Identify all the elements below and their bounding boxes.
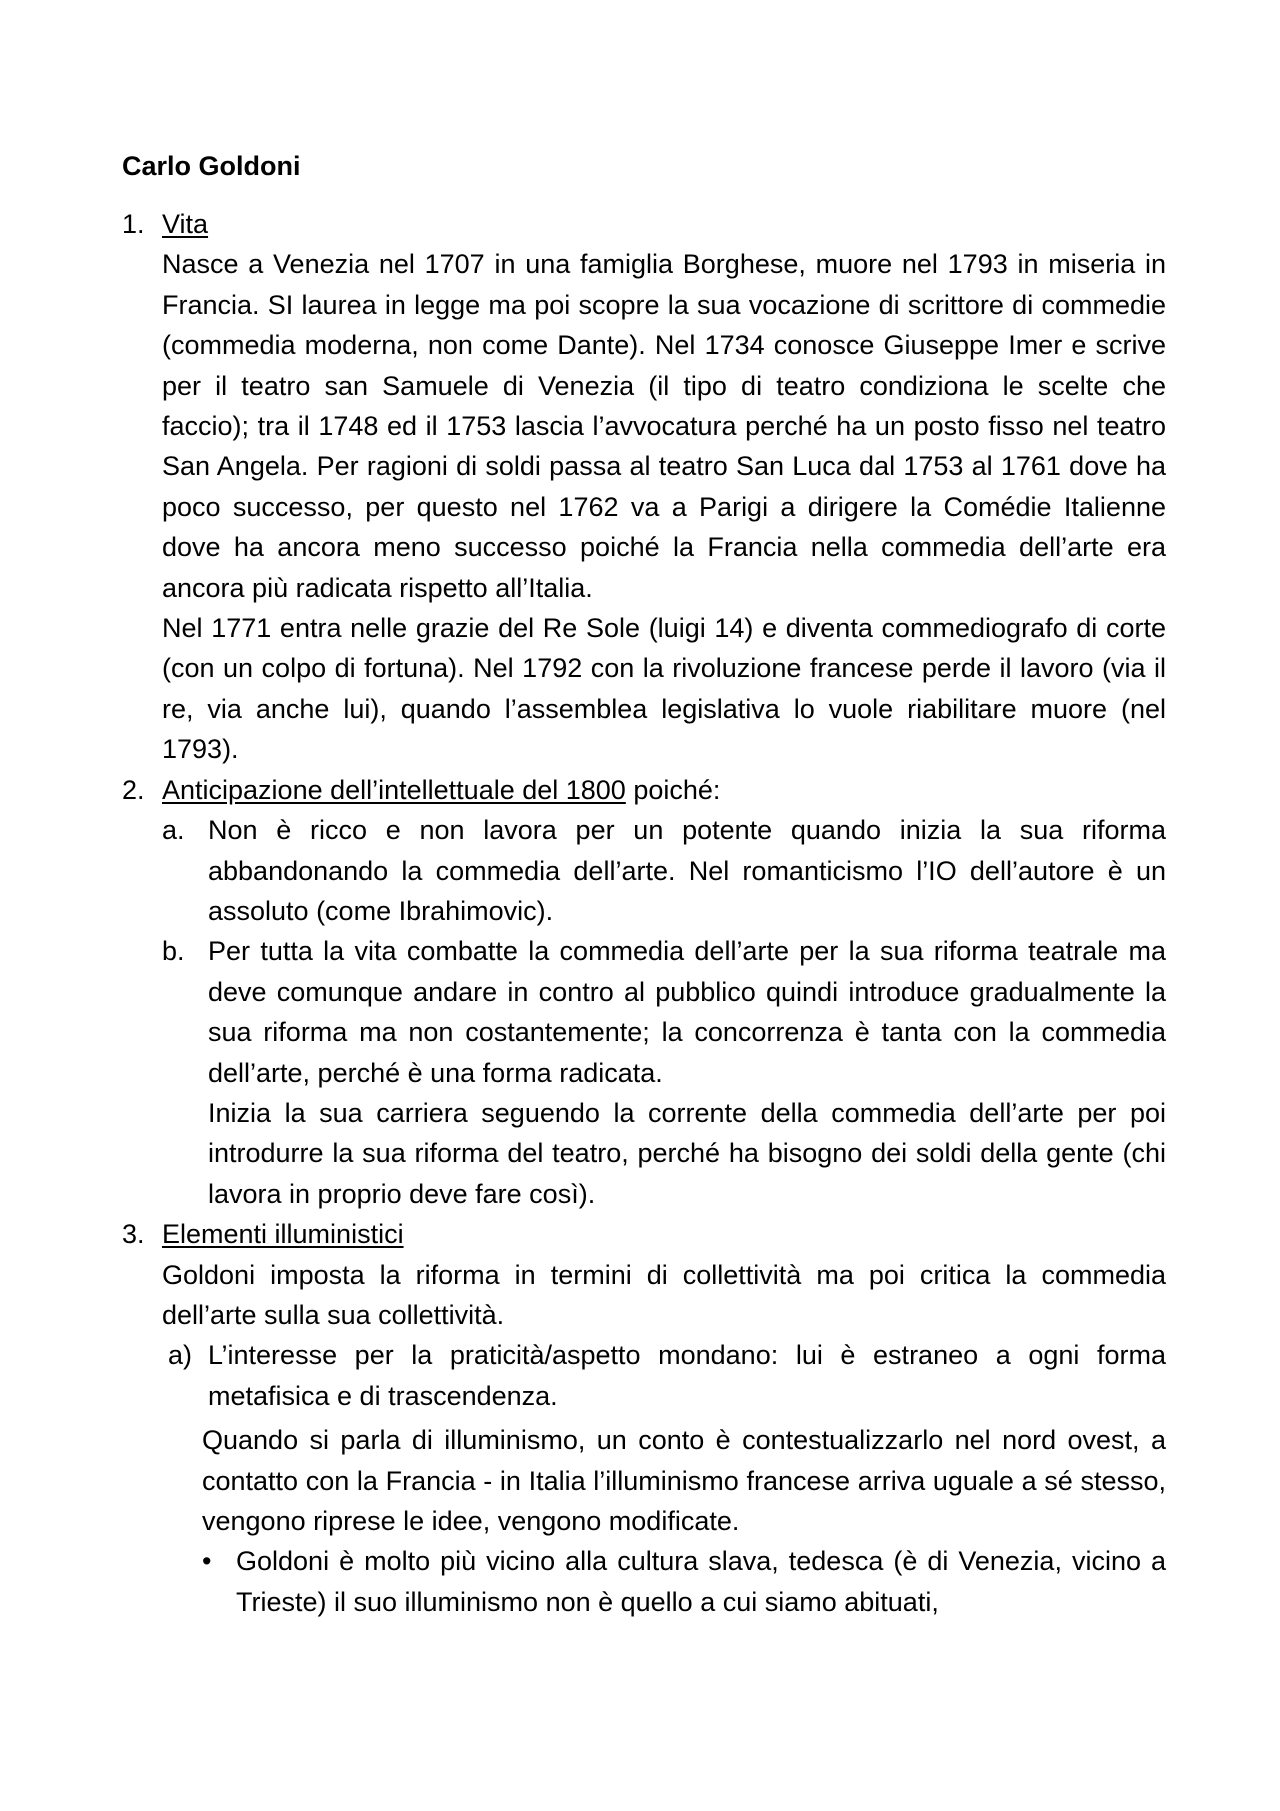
list-item <box>168 1335 1166 1416</box>
bullet-marker: • <box>202 1546 212 1577</box>
section-heading-text: Anticipazione dell’intellettuale del 1800 <box>162 774 626 805</box>
section-vita <box>122 204 1166 770</box>
paragraph: Inizia la sua carriera seguendo la corrente della commedia dell’arte per poi introdurre la sua riforma del teatro, perché ha bisogno dei soldi della gente (chi lavora in proprio deve fare così). <box>208 1097 1166 1209</box>
section-number: 3. <box>122 1219 145 1250</box>
section-number: 1. <box>122 209 145 239</box>
list-item <box>162 810 1166 931</box>
section-anticipazione <box>122 770 1166 810</box>
list-marker: a) <box>168 1340 193 1371</box>
list-marker: a. <box>162 815 185 846</box>
paragraph: Goldoni imposta la riforma in termini di collettività ma poi critica la commedia dell’arte sulla sua collettività. <box>162 1259 1166 1330</box>
section-heading-text: Vita <box>162 209 209 239</box>
paragraph: L’interesse per la praticità/aspetto mondano: lui è estraneo a ogni forma metafisica e di trascendenza. <box>208 1340 1166 1411</box>
paragraph: Goldoni è molto più vicino alla cultura slava, tedesca (è di Venezia, vicino a Trieste) il suo illuminismo non è quello a cui siamo abituati, <box>236 1546 1166 1617</box>
document-title: Carlo Goldoni <box>122 151 301 181</box>
paragraph: Non è ricco e non lavora per un potente quando inizia la sua riforma abbandonando la commedia dell’arte. Nel romanticismo l’IO dell’autore è un assoluto (come Ibrahimovic). <box>208 815 1166 926</box>
paragraph: Per tutta la vita combatte la commedia dell’arte per la sua riforma teatrale ma deve comunque andare in contro al pubblico quindi introduce gradualmente la sua riforma ma non costantemente; la concorrenza è tanta con la commedia dell’arte, perché è una forma radicata. <box>208 936 1166 1088</box>
section-heading-text: Elementi illuministici <box>162 1219 404 1250</box>
paragraph: Nel 1771 entra nelle grazie del Re Sole (luigi 14) e diventa commediografo di corte (con un colpo di fortuna). Nel 1792 con la rivoluzione francese perde il lavoro (via il re, via anche lui), quando l’assemblea legislativa lo vuole riabilitare muore (nel 1793). <box>162 613 1166 765</box>
section-heading <box>162 1214 1166 1254</box>
document-page <box>122 150 1166 1622</box>
paragraph: Quando si parla di illuminismo, un conto è contestualizzarlo nel nord ovest, a contatto con la Francia - in Italia l’illuminismo francese arriva uguale a sé stesso, vengono riprese le idee, vengono modificate. <box>202 1425 1166 1536</box>
bullet-item <box>202 1541 1166 1622</box>
list-marker: b. <box>162 936 185 967</box>
section-heading <box>162 204 1166 244</box>
paragraph: Nasce a Venezia nel 1707 in una famiglia Borghese, muore nel 1793 in miseria in Francia. SI laurea in legge ma poi scopre la sua vocazione di scrittore di commedie (commedia moderna, non come Dante). Nel 1734 conosce Giuseppe Imer e scrive per il teatro san Samuele di Venezia (il tipo di teatro condiziona le scelte che faccio); tra il 1748 ed il 1753 lascia l’avvocatura perché ha un posto fisso nel teatro San Angela. Per ragioni di soldi passa al teatro San Luca dal 1753 al 1761 dove ha poco successo, per questo nel 1762 va a Parigi a dirigere la Comédie Italienne dove ha ancora meno successo poiché la Francia nella commedia dell’arte era ancora più radicata rispetto all’Italia. <box>162 249 1166 603</box>
section-number: 2. <box>122 774 145 805</box>
section-heading-suffix: poiché: <box>625 774 721 805</box>
section-elementi-illuministici <box>122 1214 1166 1335</box>
section-heading <box>162 770 1166 810</box>
list-item <box>162 931 1166 1214</box>
